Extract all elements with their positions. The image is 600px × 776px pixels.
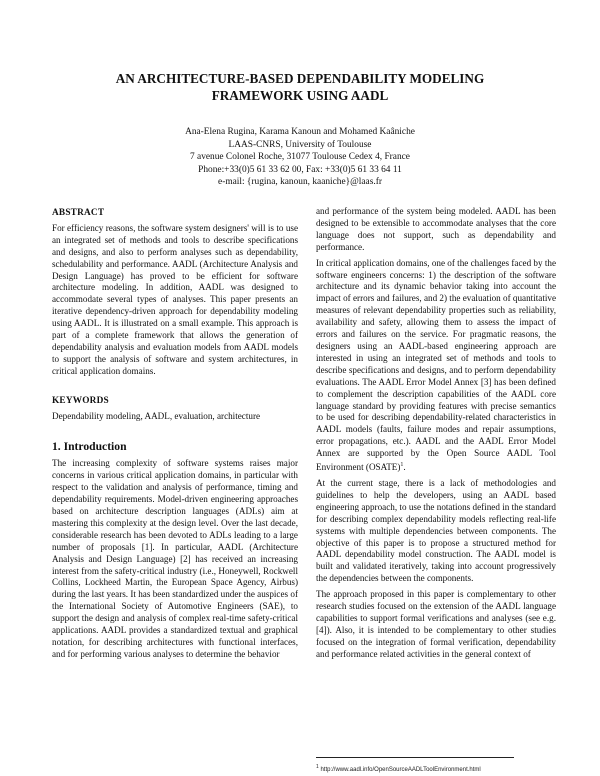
- right-paragraph-2: [316, 258, 556, 474]
- abstract-text: For efficiency reasons, the software system designers' will is to use an integrated set of methods and tools to describe specifications and designs, and also to perform analyses such as dependability, schedulability and performance. AADL (Architecture Analysis and Design Language) has proved to be efficient for software architecture modeling. In addition, AADL was designed to accommodate several types of analyses. This paper presents an iterative dependency-driven approach for dependability modeling using AADL. It is illustrated on a small example. This approach is part of a complete framework that allows the generation of dependability analysis and evaluation models from AADL models to support the analysis of software and system architectures, in critical application domains.: [52, 222, 298, 376]
- right-paragraph-3: At the current stage, there is a lack of methodologies and guidelines to help the developers, using an AADL based engineering approach, to use the notations defined in the standard for describing complex dependability models reflecting real-life systems with multiple dependencies between components. The objective of this paper is to propose a structured method for AADL dependability model construction. The AADL model is built and validated iteratively, taking into account progressively the dependencies between the components.: [316, 477, 556, 584]
- author-email: e-mail: {rugina, kanoun, kaaniche}@laas.fr: [218, 177, 382, 188]
- abstract-heading: ABSTRACT: [52, 208, 105, 218]
- title-line-2: FRAMEWORK USING AADL: [211, 88, 389, 103]
- footnote-rule: [316, 757, 514, 758]
- author-names: Ana-Elena Rugina, Karama Kanoun and Mohamed Kaâniche: [185, 127, 415, 137]
- footnote-url[interactable]: http://www.aadl.info/OpenSourceAADLToolEnvironment.html: [320, 767, 481, 773]
- right-paragraph-2-text: In critical application domains, one of the challenges faced by the software engineers concerns: 1) the description of the software architecture and its dynamic behavior taking into account the impact of errors and failures, and 2) the evaluation of quantitative measures of relevant dependability properties such as reliability, availability and safety, allowing them to assess the impact of errors and failures on the service. For pragmatic reasons, the designers using an AADL-based engineering approach are interested in using an integrated set of methods and tools to describe specifications and designs, and to perform dependability evaluations. The AADL Error Model Annex [3] has been defined to complement the description capabilities of the AADL core language standard by providing features with precise semantics to be used for describing dependability-related characteristics in AADL models (faults, failure modes and repair assumptions, error propagations, etc.). AADL and the AADL Error Model Annex are supported by the Open Source AADL Tool Environment (OSATE): [316, 257, 556, 473]
- footnote: [316, 764, 576, 773]
- keywords-heading: KEYWORDS: [52, 395, 109, 406]
- right-column: [316, 206, 556, 665]
- footnote-reference: 1: [400, 462, 404, 469]
- left-column: [52, 206, 298, 665]
- right-paragraph-1: and performance of the system being modeled. AADL has been designed to be extensible to accommodate analyses that the core language does not support, such as dependability and performance.: [316, 206, 556, 252]
- title-line-1: AN ARCHITECTURE-BASED DEPENDABILITY MODELING: [115, 71, 485, 86]
- introduction-heading: 1. Introduction: [52, 439, 127, 453]
- author-block: [0, 126, 600, 189]
- author-address: 7 avenue Colonel Roche, 31077 Toulouse Cedex 4, France: [190, 152, 410, 163]
- author-phone: Phone:+33(0)5 61 33 62 00, Fax: +33(0)5 61 33 64 11: [198, 164, 402, 175]
- paper-title: [0, 70, 600, 104]
- right-paragraph-2-end: .: [403, 462, 406, 473]
- introduction-paragraph-1: The increasing complexity of software systems raises major concerns in various critical application domains, in particular with respect to the validation and analysis of performance, timing and dependability requirements. Model-driven engineering approaches based on architecture description languages (ADLs) aim at mastering this complexity at the design level. Over the last decade, considerable research has been devoted to ADLs leading to a large number of proposals [1]. In particular, AADL (Architecture Analysis and Design Language) [2] has received an increasing interest from the safety-critical industry (i.e., Honeywell, Rockwell Collins, Lockheed Martin, the European Space Agency, Airbus) during the last years. It has been standardized under the auspices of the International Society of Automotive Engineers (SAE), to support the design and analysis of complex real-time safety-critical applications. AADL provides a standardized textual and graphical notation, for describing architectures with functional interfaces, and for performing various analyses to determine the behavior: [52, 458, 298, 659]
- footnote-mark: 1: [316, 764, 319, 770]
- keywords-text: Dependability modeling, AADL, evaluation, architecture: [52, 410, 261, 421]
- right-paragraph-4: The approach proposed in this paper is complementary to other research studies focused on the extension of the AADL language capabilities to support formal verifications and analyses (see e.g. [4]). Also, it is intended to be complementary to other studies focused on the integration of formal verification, dependability and performance related activities in the general context of: [316, 589, 556, 659]
- author-affiliation: LAAS-CNRS, University of Toulouse: [228, 139, 372, 150]
